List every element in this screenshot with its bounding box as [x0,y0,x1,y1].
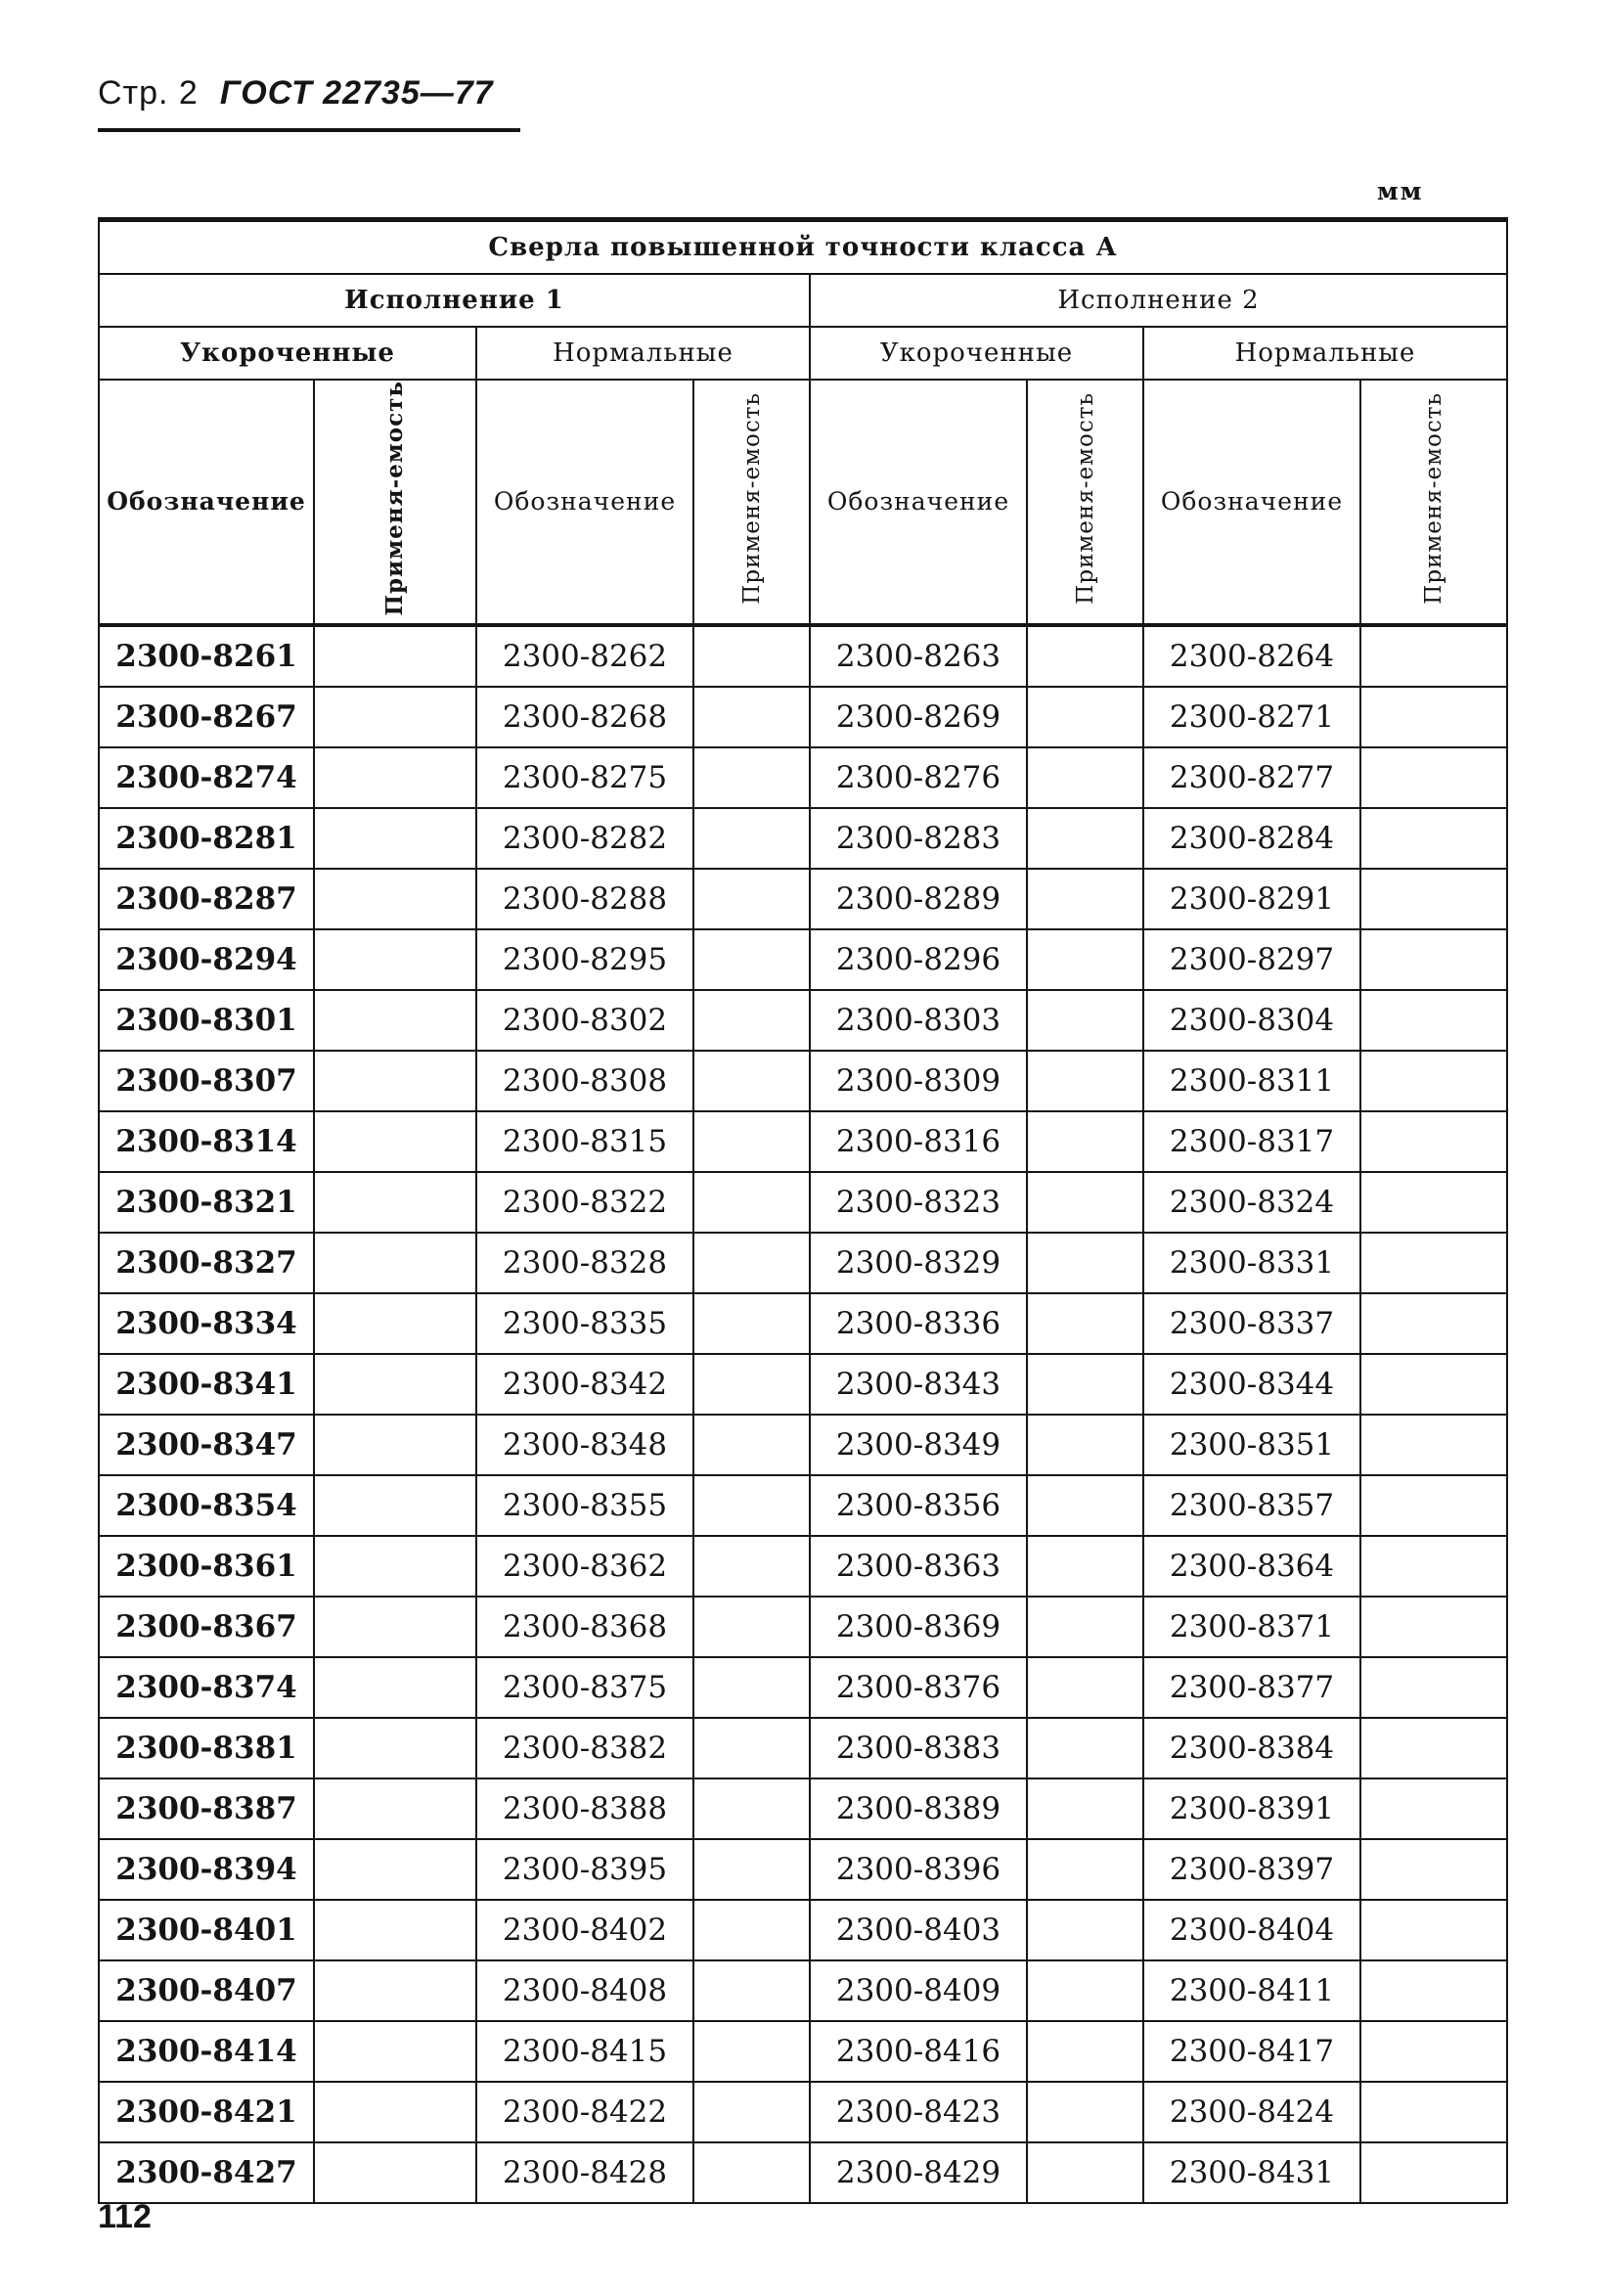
applicability-cell [1360,1536,1507,1597]
designation-cell: 2300-8382 [476,1718,693,1778]
applicability-cell [314,2021,476,2082]
applicability-cell [693,1718,810,1778]
page-label: Стр. 2 [98,74,199,112]
designation-cell: 2300-8428 [476,2142,693,2203]
designation-cell: 2300-8407 [99,1960,314,2021]
table-row [99,687,1507,747]
designation-cell: 2300-8317 [1143,1111,1360,1172]
applicability-cell [1360,1233,1507,1293]
designation-cell: 2300-8315 [476,1111,693,1172]
designation-cell: 2300-8389 [810,1778,1027,1839]
designation-cell: 2300-8402 [476,1900,693,1960]
designation-cell: 2300-8262 [476,625,693,687]
applicability-cell [1027,1415,1143,1475]
applicability-cell [693,1900,810,1960]
designation-cell: 2300-8397 [1143,1839,1360,1900]
designation-cell: 2300-8348 [476,1415,693,1475]
designation-cell: 2300-8261 [99,625,314,687]
designation-cell: 2300-8431 [1143,2142,1360,2203]
table-row [99,1051,1507,1111]
designation-cell: 2300-8288 [476,869,693,929]
applicability-cell [1360,1597,1507,1657]
designation-cell: 2300-8295 [476,929,693,990]
applicability-cell [693,1233,810,1293]
designation-cell: 2300-8377 [1143,1657,1360,1718]
designation-cell: 2300-8264 [1143,625,1360,687]
designation-cell: 2300-8421 [99,2082,314,2142]
designation-cell: 2300-8296 [810,929,1027,990]
designation-cell: 2300-8289 [810,869,1027,929]
designation-cell: 2300-8267 [99,687,314,747]
applicability-cell [314,1111,476,1172]
applicability-cell [1027,1354,1143,1415]
applicability-cell [314,625,476,687]
applicability-cell [1360,747,1507,808]
designation-cell: 2300-8371 [1143,1597,1360,1657]
applicability-cell [693,1051,810,1111]
designation-cell: 2300-8361 [99,1536,314,1597]
applicability-cell [314,1839,476,1900]
applicability-cell [1027,687,1143,747]
designation-cell: 2300-8334 [99,1293,314,1354]
applicability-cell [693,1415,810,1475]
designation-cell: 2300-8275 [476,747,693,808]
applicability-cell [1360,1778,1507,1839]
designation-cell: 2300-8308 [476,1051,693,1111]
applicability-cell [314,1172,476,1233]
applicability-cell [1027,1718,1143,1778]
designation-cell: 2300-8263 [810,625,1027,687]
applicability-cell [1027,869,1143,929]
table-row [99,1111,1507,1172]
applicability-cell [314,1657,476,1718]
designation-cell: 2300-8341 [99,1354,314,1415]
designation-cell: 2300-8403 [810,1900,1027,1960]
designation-cell: 2300-8282 [476,808,693,869]
designation-cell: 2300-8324 [1143,1172,1360,1233]
table-row [99,869,1507,929]
applicability-cell [314,2082,476,2142]
table-row [99,1597,1507,1657]
designation-cell: 2300-8417 [1143,2021,1360,2082]
designation-cell: 2300-8337 [1143,1293,1360,1354]
designation-cell: 2300-8314 [99,1111,314,1172]
designation-cell: 2300-8343 [810,1354,1027,1415]
applicability-cell [314,1718,476,1778]
applicability-cell [693,1960,810,2021]
applicability-cell [1027,1839,1143,1900]
designation-cell: 2300-8309 [810,1051,1027,1111]
applicability-cell [693,2142,810,2203]
designation-cell: 2300-8294 [99,929,314,990]
designation-cell: 2300-8344 [1143,1354,1360,1415]
table-row [99,990,1507,1051]
col-code-header: Обозначение [1143,380,1360,625]
designation-cell: 2300-8274 [99,747,314,808]
applicability-cell [693,1778,810,1839]
applicability-cell [1027,2021,1143,2082]
length-header-short-v1: Укороченные [99,327,476,380]
designation-cell: 2300-8404 [1143,1900,1360,1960]
designation-cell: 2300-8375 [476,1657,693,1718]
drill-designation-table [98,217,1508,2204]
designation-cell: 2300-8429 [810,2142,1027,2203]
applicability-cell [314,808,476,869]
designation-cell: 2300-8363 [810,1536,1027,1597]
applicability-cell [1360,1960,1507,2021]
designation-cell: 2300-8414 [99,2021,314,2082]
col-code-header: Обозначение [99,380,314,625]
designation-cell: 2300-8349 [810,1415,1027,1475]
table-row [99,625,1507,687]
applicability-cell [1027,1900,1143,1960]
applicability-cell [1360,1900,1507,1960]
applicability-cell [1027,1536,1143,1597]
table-row [99,1536,1507,1597]
designation-cell: 2300-8391 [1143,1778,1360,1839]
table-row [99,1354,1507,1415]
designation-cell: 2300-8323 [810,1172,1027,1233]
designation-cell: 2300-8408 [476,1960,693,2021]
applicability-cell [1027,625,1143,687]
designation-cell: 2300-8409 [810,1960,1027,2021]
designation-cell: 2300-8269 [810,687,1027,747]
applicability-cell [1360,1657,1507,1718]
applicability-cell [314,869,476,929]
designation-cell: 2300-8369 [810,1597,1027,1657]
applicability-cell [314,990,476,1051]
applicability-cell [1360,808,1507,869]
applicability-cell [1360,2082,1507,2142]
designation-cell: 2300-8357 [1143,1475,1360,1536]
applicability-cell [1360,1111,1507,1172]
table-row [99,1475,1507,1536]
applicability-cell [314,2142,476,2203]
designation-cell: 2300-8367 [99,1597,314,1657]
applicability-cell [693,808,810,869]
table-row [99,2142,1507,2203]
applicability-cell [1360,2021,1507,2082]
applicability-cell [314,1233,476,1293]
designation-cell: 2300-8424 [1143,2082,1360,2142]
applicability-cell [1360,1293,1507,1354]
applicability-cell [1360,1839,1507,1900]
applicability-cell [1360,1051,1507,1111]
designation-cell: 2300-8395 [476,1839,693,1900]
applicability-cell [1027,1960,1143,2021]
variant-2-header: Исполнение 2 [810,274,1507,327]
table-row [99,808,1507,869]
page-header [98,74,494,113]
designation-cell: 2300-8311 [1143,1051,1360,1111]
designation-cell: 2300-8268 [476,687,693,747]
applicability-cell [1027,2082,1143,2142]
applicability-cell [1027,1293,1143,1354]
designation-cell: 2300-8271 [1143,687,1360,747]
applicability-cell [1027,1051,1143,1111]
designation-cell: 2300-8281 [99,808,314,869]
designation-cell: 2300-8291 [1143,869,1360,929]
designation-cell: 2300-8276 [810,747,1027,808]
designation-cell: 2300-8287 [99,869,314,929]
designation-cell: 2300-8342 [476,1354,693,1415]
applicability-cell [693,625,810,687]
length-header-normal-v1: Нормальные [476,327,810,380]
table-title: Сверла повышенной точности класса А [99,220,1507,275]
col-app-header: Применя-емость [314,380,476,625]
applicability-cell [1360,2142,1507,2203]
applicability-cell [693,687,810,747]
applicability-cell [314,1597,476,1657]
designation-cell: 2300-8297 [1143,929,1360,990]
applicability-cell [1027,1597,1143,1657]
applicability-cell [314,1415,476,1475]
designation-cell: 2300-8387 [99,1778,314,1839]
table-row [99,1778,1507,1839]
applicability-cell [314,687,476,747]
designation-cell: 2300-8327 [99,1233,314,1293]
applicability-cell [1027,747,1143,808]
applicability-cell [693,1172,810,1233]
col-app-header: Применя-емость [1027,380,1143,625]
designation-cell: 2300-8422 [476,2082,693,2142]
applicability-cell [693,1293,810,1354]
applicability-cell [1360,990,1507,1051]
table-row [99,747,1507,808]
designation-cell: 2300-8307 [99,1051,314,1111]
designation-cell: 2300-8368 [476,1597,693,1657]
table-row [99,1415,1507,1475]
designation-cell: 2300-8303 [810,990,1027,1051]
designation-cell: 2300-8376 [810,1657,1027,1718]
designation-cell: 2300-8411 [1143,1960,1360,2021]
applicability-cell [314,1354,476,1415]
page-number: 112 [98,2198,152,2235]
designation-cell: 2300-8383 [810,1718,1027,1778]
document-title: ГОСТ 22735—77 [219,74,494,112]
applicability-cell [693,990,810,1051]
applicability-cell [1027,1172,1143,1233]
designation-cell: 2300-8427 [99,2142,314,2203]
applicability-cell [1360,869,1507,929]
variant-1-header: Исполнение 1 [99,274,810,327]
table-row [99,929,1507,990]
designation-cell: 2300-8381 [99,1718,314,1778]
designation-cell: 2300-8355 [476,1475,693,1536]
designation-cell: 2300-8416 [810,2021,1027,2082]
designation-cell: 2300-8354 [99,1475,314,1536]
length-header-short-v2: Укороченные [810,327,1143,380]
table-row [99,1293,1507,1354]
unit-label: мм [1377,177,1424,205]
applicability-cell [1360,1475,1507,1536]
applicability-cell [693,747,810,808]
col-code-header: Обозначение [810,380,1027,625]
table-row [99,1839,1507,1900]
designation-cell: 2300-8384 [1143,1718,1360,1778]
applicability-cell [1027,990,1143,1051]
table-row [99,2021,1507,2082]
designation-cell: 2300-8301 [99,990,314,1051]
designation-cell: 2300-8423 [810,2082,1027,2142]
applicability-cell [693,1354,810,1415]
designation-cell: 2300-8335 [476,1293,693,1354]
designation-cell: 2300-8388 [476,1778,693,1839]
applicability-cell [1360,929,1507,990]
designation-cell: 2300-8362 [476,1536,693,1597]
designation-cell: 2300-8322 [476,1172,693,1233]
applicability-cell [1360,1415,1507,1475]
designation-cell: 2300-8329 [810,1233,1027,1293]
designation-cell: 2300-8356 [810,1475,1027,1536]
col-code-header: Обозначение [476,380,693,625]
applicability-cell [1360,625,1507,687]
col-app-header: Применя-емость [693,380,810,625]
applicability-cell [1360,1172,1507,1233]
designation-cell: 2300-8415 [476,2021,693,2082]
applicability-cell [314,1960,476,2021]
applicability-cell [693,2082,810,2142]
applicability-cell [693,2021,810,2082]
applicability-cell [314,1778,476,1839]
table-row [99,1233,1507,1293]
table-body [99,625,1507,2203]
designation-cell: 2300-8316 [810,1111,1027,1172]
applicability-cell [314,1051,476,1111]
applicability-cell [1027,1778,1143,1839]
applicability-cell [314,1900,476,1960]
applicability-cell [314,1475,476,1536]
designation-cell: 2300-8401 [99,1900,314,1960]
applicability-cell [693,1657,810,1718]
applicability-cell [1027,808,1143,869]
applicability-cell [314,929,476,990]
designation-cell: 2300-8374 [99,1657,314,1718]
designation-cell: 2300-8328 [476,1233,693,1293]
applicability-cell [693,1597,810,1657]
applicability-cell [1027,1657,1143,1718]
applicability-cell [693,1111,810,1172]
designation-cell: 2300-8284 [1143,808,1360,869]
applicability-cell [314,747,476,808]
applicability-cell [314,1293,476,1354]
designation-cell: 2300-8304 [1143,990,1360,1051]
applicability-cell [1360,687,1507,747]
applicability-cell [1027,929,1143,990]
applicability-cell [1027,1111,1143,1172]
table-row [99,1718,1507,1778]
applicability-cell [1360,1718,1507,1778]
table-row [99,1172,1507,1233]
designation-cell: 2300-8321 [99,1172,314,1233]
applicability-cell [1027,2142,1143,2203]
applicability-cell [693,1839,810,1900]
header-rule [98,128,520,132]
applicability-cell [693,929,810,990]
designation-cell: 2300-8347 [99,1415,314,1475]
designation-cell: 2300-8283 [810,808,1027,869]
applicability-cell [1360,1354,1507,1415]
applicability-cell [693,869,810,929]
designation-cell: 2300-8277 [1143,747,1360,808]
applicability-cell [1027,1233,1143,1293]
applicability-cell [693,1475,810,1536]
table-row [99,1900,1507,1960]
designation-cell: 2300-8396 [810,1839,1027,1900]
col-app-header: Применя-емость [1360,380,1507,625]
designation-cell: 2300-8394 [99,1839,314,1900]
designation-cell: 2300-8351 [1143,1415,1360,1475]
length-header-normal-v2: Нормальные [1143,327,1507,380]
designation-cell: 2300-8302 [476,990,693,1051]
table-row [99,1657,1507,1718]
designation-cell: 2300-8364 [1143,1536,1360,1597]
designation-cell: 2300-8331 [1143,1233,1360,1293]
table-row [99,1960,1507,2021]
applicability-cell [693,1536,810,1597]
applicability-cell [1027,1475,1143,1536]
table-row [99,2082,1507,2142]
designation-cell: 2300-8336 [810,1293,1027,1354]
applicability-cell [314,1536,476,1597]
